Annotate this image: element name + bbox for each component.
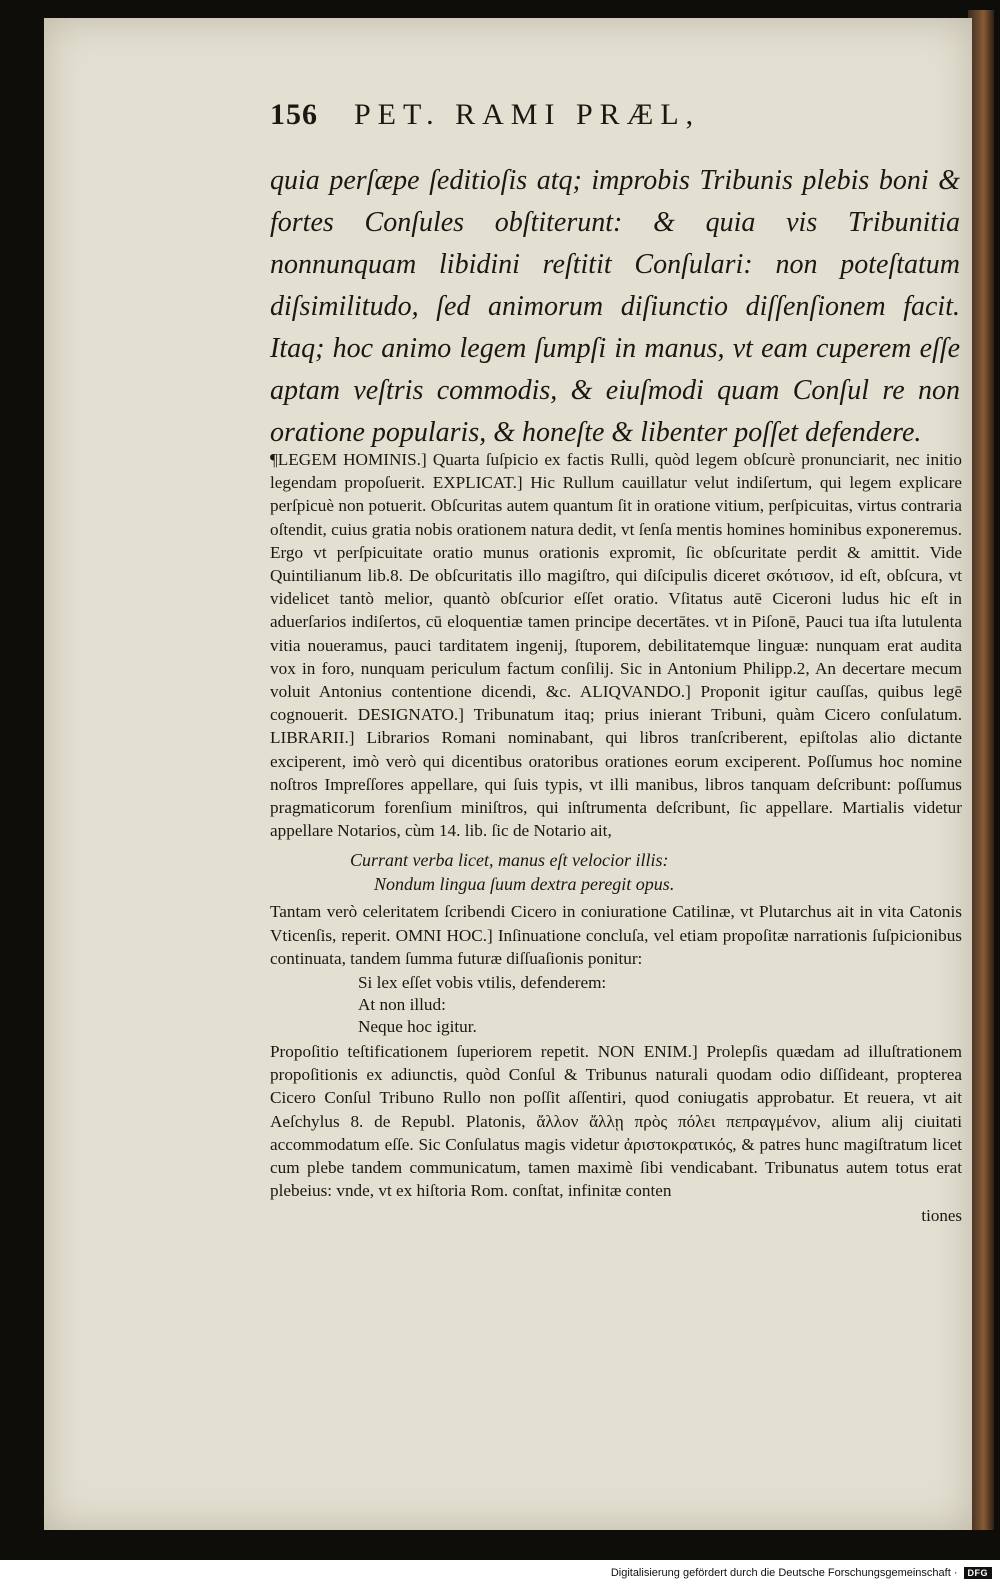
catchword: tiones	[921, 1206, 962, 1226]
commentary-paragraph-1: ¶LEGEM HOMINIS.] Quarta ſuſpicio ex factis Rulli, quòd legem obſcurè pronunciarit, nec initio legendam propoſuerit. EXPLICAT.] Hic Rullum cauillatur velut indiſertum, qui legem explicare perſpicuè non potuerit. Obſcuritas autem quantum ſit in oratione vitium, perſpicuitas, virtus contraria oſtendit, cuius gratia nobis orationem natura dedit, vt ſenſa mentis homines hominibus exponeremus. Ergo vt perſpicuitate oratio munus orationis expromit, ſic obſcuritate perdit & amittit. Vide Quintilianum lib.8. De obſcuritatis illo magiſtro, qui diſcipulis diceret σκότισον, id eſt, obſcura, vt videlicet tantò melior, quantò obſcurior eſſet oratio. Vſitatus autē Ciceroni ludus hic eſt in aduerſarios indiſertos, cū eloquentiæ tamen principe decertātes. vt in Piſonē, Pauci tua iſta lutulenta vitia noueramus, pauci tarditatem ingenij, ſtuporem, debilitatemque linguæ: nunquam erat audita vox in foro, nunquam periculum factum conſilij. Sic in Antonium Philipp.2, An decertare mecum voluit Antonius contentione dicendi, &c. ALIQVANDO.] Proponit igitur cauſſas, quibus legē cognouerit. DESIGNATO.] Tribunatum itaq; prius inierant Tribuni, quàm Cicero conſulatum. LIBRARII.] Librarios Romani nominabant, qui libros tranſcriberent, epiſtolas alio dictante exciperent, imò verò qui dicentibus oratoribus orationes eorum exciperent. Poſſumus hoc nomine noſtros Impreſſores appellare, qui ſuis typis, vt illi manibus, libros tanquam deſcribunt: poſſumus pragmaticorum forenſium miniſtros, qui inſtrumenta deſcribunt, ſic appellare. Martialis videtur appellare Notarios, cùm 14. lib. ſic de Notario ait,	[270, 450, 962, 841]
digitization-footer	[0, 1560, 1000, 1586]
main-text: quia perſæpe ſeditioſis atq; improbis Tribunis plebis boni & fortes Conſules obſtiterunt: & quia vis Tribunitia nonnunquam libidini reſtitit Conſulari: non poteſtatum diſsimilitudo, ſed animorum diſiunctio diſſenſionem facit. Itaq; hoc animo legem ſumpſi in manus, vt eam cuperem eſſe aptam veſtris commodis, & eiuſmodi quam Conſul re non oratione popularis, & honeſte & libenter poſſet defendere.	[270, 165, 960, 448]
martial-quote	[350, 848, 962, 896]
running-title: PET. RAMI PRÆL,	[354, 98, 701, 131]
book-page	[44, 18, 972, 1530]
commentary	[270, 448, 962, 1228]
footer-credit: Digitalisierung gefördert durch die Deutsche Forschungsgemeinschaft ·	[610, 1567, 958, 1579]
page-header	[270, 98, 970, 148]
syllogism-line-2: At non illud:	[358, 995, 446, 1015]
commentary-paragraph-3: Propoſitio teſtificationem ſuperiorem repetit. NON ENIM.] Prolepſis quædam ad illuſtrationem propoſitionis ex adiunctis, quòd Conſul & Tribunus naturali quodam odio diſſideant, propterea Cicero Conſul Tribuno Rullo non poſſit aſſentiri, quod coniugatis approbatur. Et reuera, vt ait Aeſchylus 8. de Republ. Platonis, ἄλλον ἄλλῃ πρὸς πόλει πεπραγμένον, alium alij ciuitati accommodatum eſſe. Sic Conſulatus magis videtur ἀριστοκρατικός, & patres hunc magiſtratum licet cum plebe tandem communicatum, tamen maximè ſibi vendicabant. Tribunatus autem totus erat plebeius: vnde, vt ex hiſtoria Rom. conſtat, infinitæ conten	[270, 1042, 962, 1201]
page-number: 156	[270, 98, 318, 131]
commentary-paragraph-2: Tantam verò celeritatem ſcribendi Cicero in coniuratione Catilinæ, vt Plutarchus ait in vita Catonis Vticenſis, reperit. OMNI HOC.] Inſinuatione concluſa, vel etiam propoſitæ narrationis ſuſpicionibus continuata, tandem ſumma futuræ diſſuaſionis ponitur:	[270, 902, 962, 968]
syllogism-line-1: Si lex eſſet vobis vtilis, defenderem:	[358, 973, 607, 993]
syllogism-line-3: Neque hoc igitur.	[358, 1017, 477, 1037]
syllogism	[358, 972, 962, 1038]
dfg-logo: DFG	[964, 1567, 993, 1579]
quote-line-1: Currant verba licet, manus eſt velocior illis:	[350, 850, 669, 871]
quote-line-2: Nondum lingua ſuum dextra peregit opus.	[374, 874, 675, 895]
